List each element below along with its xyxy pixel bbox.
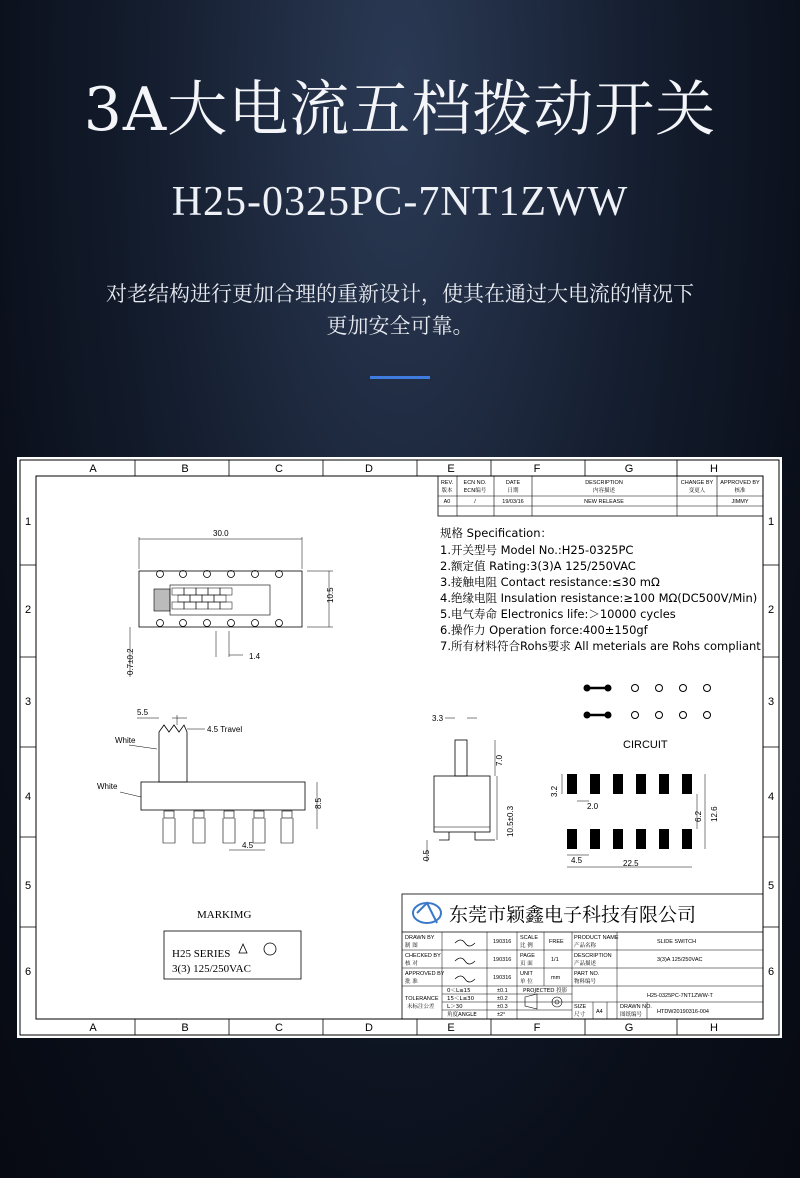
page-value: 1/1 [551,957,559,963]
grid-col-f-top: F [533,463,541,475]
drawn-by-label: DRAWN BY [405,935,435,941]
unit-label-cn: 单 位 [520,979,533,985]
tolerance-value-1: ±0.1 [497,988,508,994]
dim-side-height: 10.5±0.3 [506,805,515,837]
dim-top-height: 10.5 [326,587,335,603]
dim-pcb-2-0: 2.0 [587,802,599,811]
marking-line-1: H25 SERIES [172,948,231,960]
rev-header-date: DATE [505,480,521,486]
grid-row-6-left: 6 [24,966,32,978]
title-block [402,894,763,1019]
grid-row-4-left: 4 [24,791,32,803]
page-title: 3A大电流五档拨动开关 [83,75,717,145]
checked-by-label-cn: 核 对 [405,961,418,967]
label-white-body: White [97,782,118,791]
cert-mark-icon [239,944,247,953]
approved-by-date: 190316 [493,975,512,981]
dim-pcb-4-5: 4.5 [571,856,583,865]
specification-block [440,526,761,653]
page-label-cn: 页 面 [520,961,533,967]
part-no-label-cn: 物料编号 [574,979,597,985]
description-line-1: 对老结构进行更加合理的重新设计，使其在通过大电流的情况下 [106,282,694,306]
grid-col-d-bottom: D [365,1022,373,1034]
tolerance-range-1: 0＜L≤15 [447,988,471,994]
part-no-label: PART NO. [574,971,600,977]
marking-title: MARKIMG [197,909,252,921]
grid-col-b-top: B [181,463,189,475]
circuit-label: CIRCUIT [623,739,668,751]
grid-row-1-right: 1 [767,516,775,528]
description-line-2: 更加安全可靠。 [326,314,474,338]
front-view [120,715,317,850]
drawing-sheet [17,457,782,1038]
rev-header-ecn: ECN NO. [463,480,487,486]
rev-header-change: CHANGE BY [680,480,714,486]
product-name-label: PRODUCT NAME [574,935,619,941]
dim-side-0-5: 0.5 [422,849,431,861]
rev-header-desc-cn: 内容描述 [592,488,616,494]
size-label: SIZE [574,1004,587,1010]
rev-cell-ecn: / [474,499,476,505]
marking-line-2: 3(3) 125/250VAC [172,963,251,975]
page-label: PAGE [520,953,535,959]
spec-item-6: 6.操作力 Operation force:400±150gf [440,623,648,637]
grid-col-f-bottom: F [533,1022,541,1034]
dim-top-length: 30.0 [213,529,229,538]
tolerance-value-2: ±0.2 [497,996,508,1002]
company-name: 东莞市颖鑫电子科技有限公司 [449,904,697,926]
rev-header-rev-cn: 版本 [441,488,453,494]
projected-label: PROJECTED 投影 [523,988,568,994]
signature-drawn [455,940,475,982]
size-value: A4 [596,1009,603,1015]
ul-mark-icon [264,943,276,955]
size-label-cn: 尺寸 [574,1012,586,1018]
tolerance-range-2: 15＜L≤30 [447,996,475,1002]
checked-by-label: CHECKED BY [405,953,441,959]
dim-pcb-22-5: 22.5 [623,859,639,868]
model-number: H25-0325PC-7NT1ZWW [171,179,629,225]
spec-title: 规格 Specification： [440,526,552,540]
checked-by-date: 190316 [493,957,512,963]
accent-divider [370,376,430,379]
grid-col-h-bottom: H [710,1022,718,1034]
tolerance-range-4: 角度ANGLE [447,1012,477,1018]
spec-item-3: 3.接触电阻 Contact resistance:≤30 mΩ [440,575,660,589]
grid-col-c-top: C [275,463,283,475]
tolerance-label: TOLERANCE [405,996,439,1002]
grid-row-2-left: 2 [24,604,32,616]
revision-table [438,476,763,516]
spec-item-5: 5.电气寿命 Electronics life:＞10000 cycles [440,607,676,621]
technical-drawing [17,457,782,1038]
drawn-by-label-cn: 制 图 [405,943,418,949]
rev-header-ecn-cn: ECN编号 [463,488,487,494]
spec-item-4: 4.绝缘电阻 Insulation resistance:≥100 MΩ(DC500V/Min) [440,591,758,605]
grid-row-6-right: 6 [767,966,775,978]
tolerance-range-3: L＞30 [447,1004,463,1010]
dim-pitch-front: 4.5 [242,841,254,850]
side-view [427,718,497,862]
rev-cell-approved: JIMMY [731,499,749,505]
dim-body-height: 8.5 [314,797,323,809]
grid-row-5-right: 5 [767,880,775,892]
part-no-value: H25-0325PC-7NT1ZWW-T [647,993,713,999]
dim-actuator-7: 7.0 [495,754,504,766]
unit-value: mm [551,975,561,981]
tolerance-value-4: ±2° [497,1012,506,1018]
grid-col-b-bottom: B [181,1022,189,1034]
product-name-label-cn: 产品名称 [574,943,597,949]
spec-item-7: 7.所有材料符合Rohs要求 All meterials are Rohs compliant [440,639,761,653]
rev-header-rev: REV. [440,480,454,486]
rev-header-change-cn: 变更人 [688,488,706,494]
dim-travel: 4.5 Travel [207,725,243,734]
rev-header-approved-cn: 核准 [734,488,746,494]
rev-cell-rev: A0 [443,499,451,505]
dim-pcb-3-2: 3.2 [550,785,559,797]
rev-cell-desc: NEW RELEASE [584,499,624,505]
circuit-diagram [584,685,711,719]
grid-col-e-bottom: E [447,1022,455,1034]
description-label: DESCRIPTION [574,953,612,959]
rev-header-desc: DESCRIPTION [585,480,623,486]
drawn-no-label: DRAWN NO. [620,1004,652,1010]
description-label-cn: 产品描述 [574,961,597,967]
grid-row-2-right: 2 [767,604,775,616]
rev-cell-date: 19/03/16 [502,499,524,505]
dim-pin-pitch-top: 1.4 [249,652,261,661]
unit-label: UNIT [520,971,533,977]
rev-header-approved: APPROVED BY [720,480,760,486]
grid-row-4-right: 4 [767,791,775,803]
drawn-no-value: HTDW20190316-004 [657,1009,709,1015]
label-white-actuator: White [115,736,136,745]
dim-pcb-6-2: 6.2 [694,810,703,822]
description-value: 3(3)A 125/250VAC [657,957,703,963]
drawn-by-date: 190316 [493,939,512,945]
grid-col-e-top: E [447,463,455,475]
grid-col-c-bottom: C [275,1022,283,1034]
scale-value: FREE [549,939,564,945]
grid-row-3-right: 3 [767,696,775,708]
tolerance-label-cn: 未标注公差 [407,1004,435,1010]
product-description [40,278,760,342]
grid-row-3-left: 3 [24,696,32,708]
company-logo-icon [413,903,441,923]
dim-pcb-12-6: 12.6 [710,806,719,822]
scale-label: SCALE [520,935,539,941]
approved-by-label: APPROVED BY [405,971,445,977]
spec-item-2: 2.额定值 Rating:3(3)A 125/250VAC [440,559,636,573]
rev-header-date-cn: 日期 [507,488,519,494]
projection-symbol-icon [525,994,562,1009]
grid-row-5-left: 5 [24,880,32,892]
pcb-footprint [562,774,705,867]
grid-col-g-top: G [624,463,634,475]
tolerance-value-3: ±0.3 [497,1004,508,1010]
dim-side-5-5: 5.5 [137,708,149,717]
drawn-no-label-cn: 图纸编号 [620,1012,643,1018]
dim-pin-width: 0.7±0.2 [126,648,135,675]
dim-side-3-3: 3.3 [432,714,444,723]
marking-block [164,909,301,979]
top-view [130,537,333,677]
scale-label-cn: 比 例 [520,943,533,949]
grid-row-1-left: 1 [24,516,32,528]
spec-item-1: 1.开关型号 Model No.:H25-0325PC [440,543,634,557]
grid-col-h-top: H [710,463,718,475]
grid-col-d-top: D [365,463,373,475]
grid-col-g-bottom: G [624,1022,634,1034]
grid-col-a-bottom: A [89,1022,97,1034]
grid-col-a-top: A [89,463,97,475]
approved-by-label-cn: 批 准 [405,979,418,985]
product-name-value: SLIDE SWITCH [657,939,697,945]
